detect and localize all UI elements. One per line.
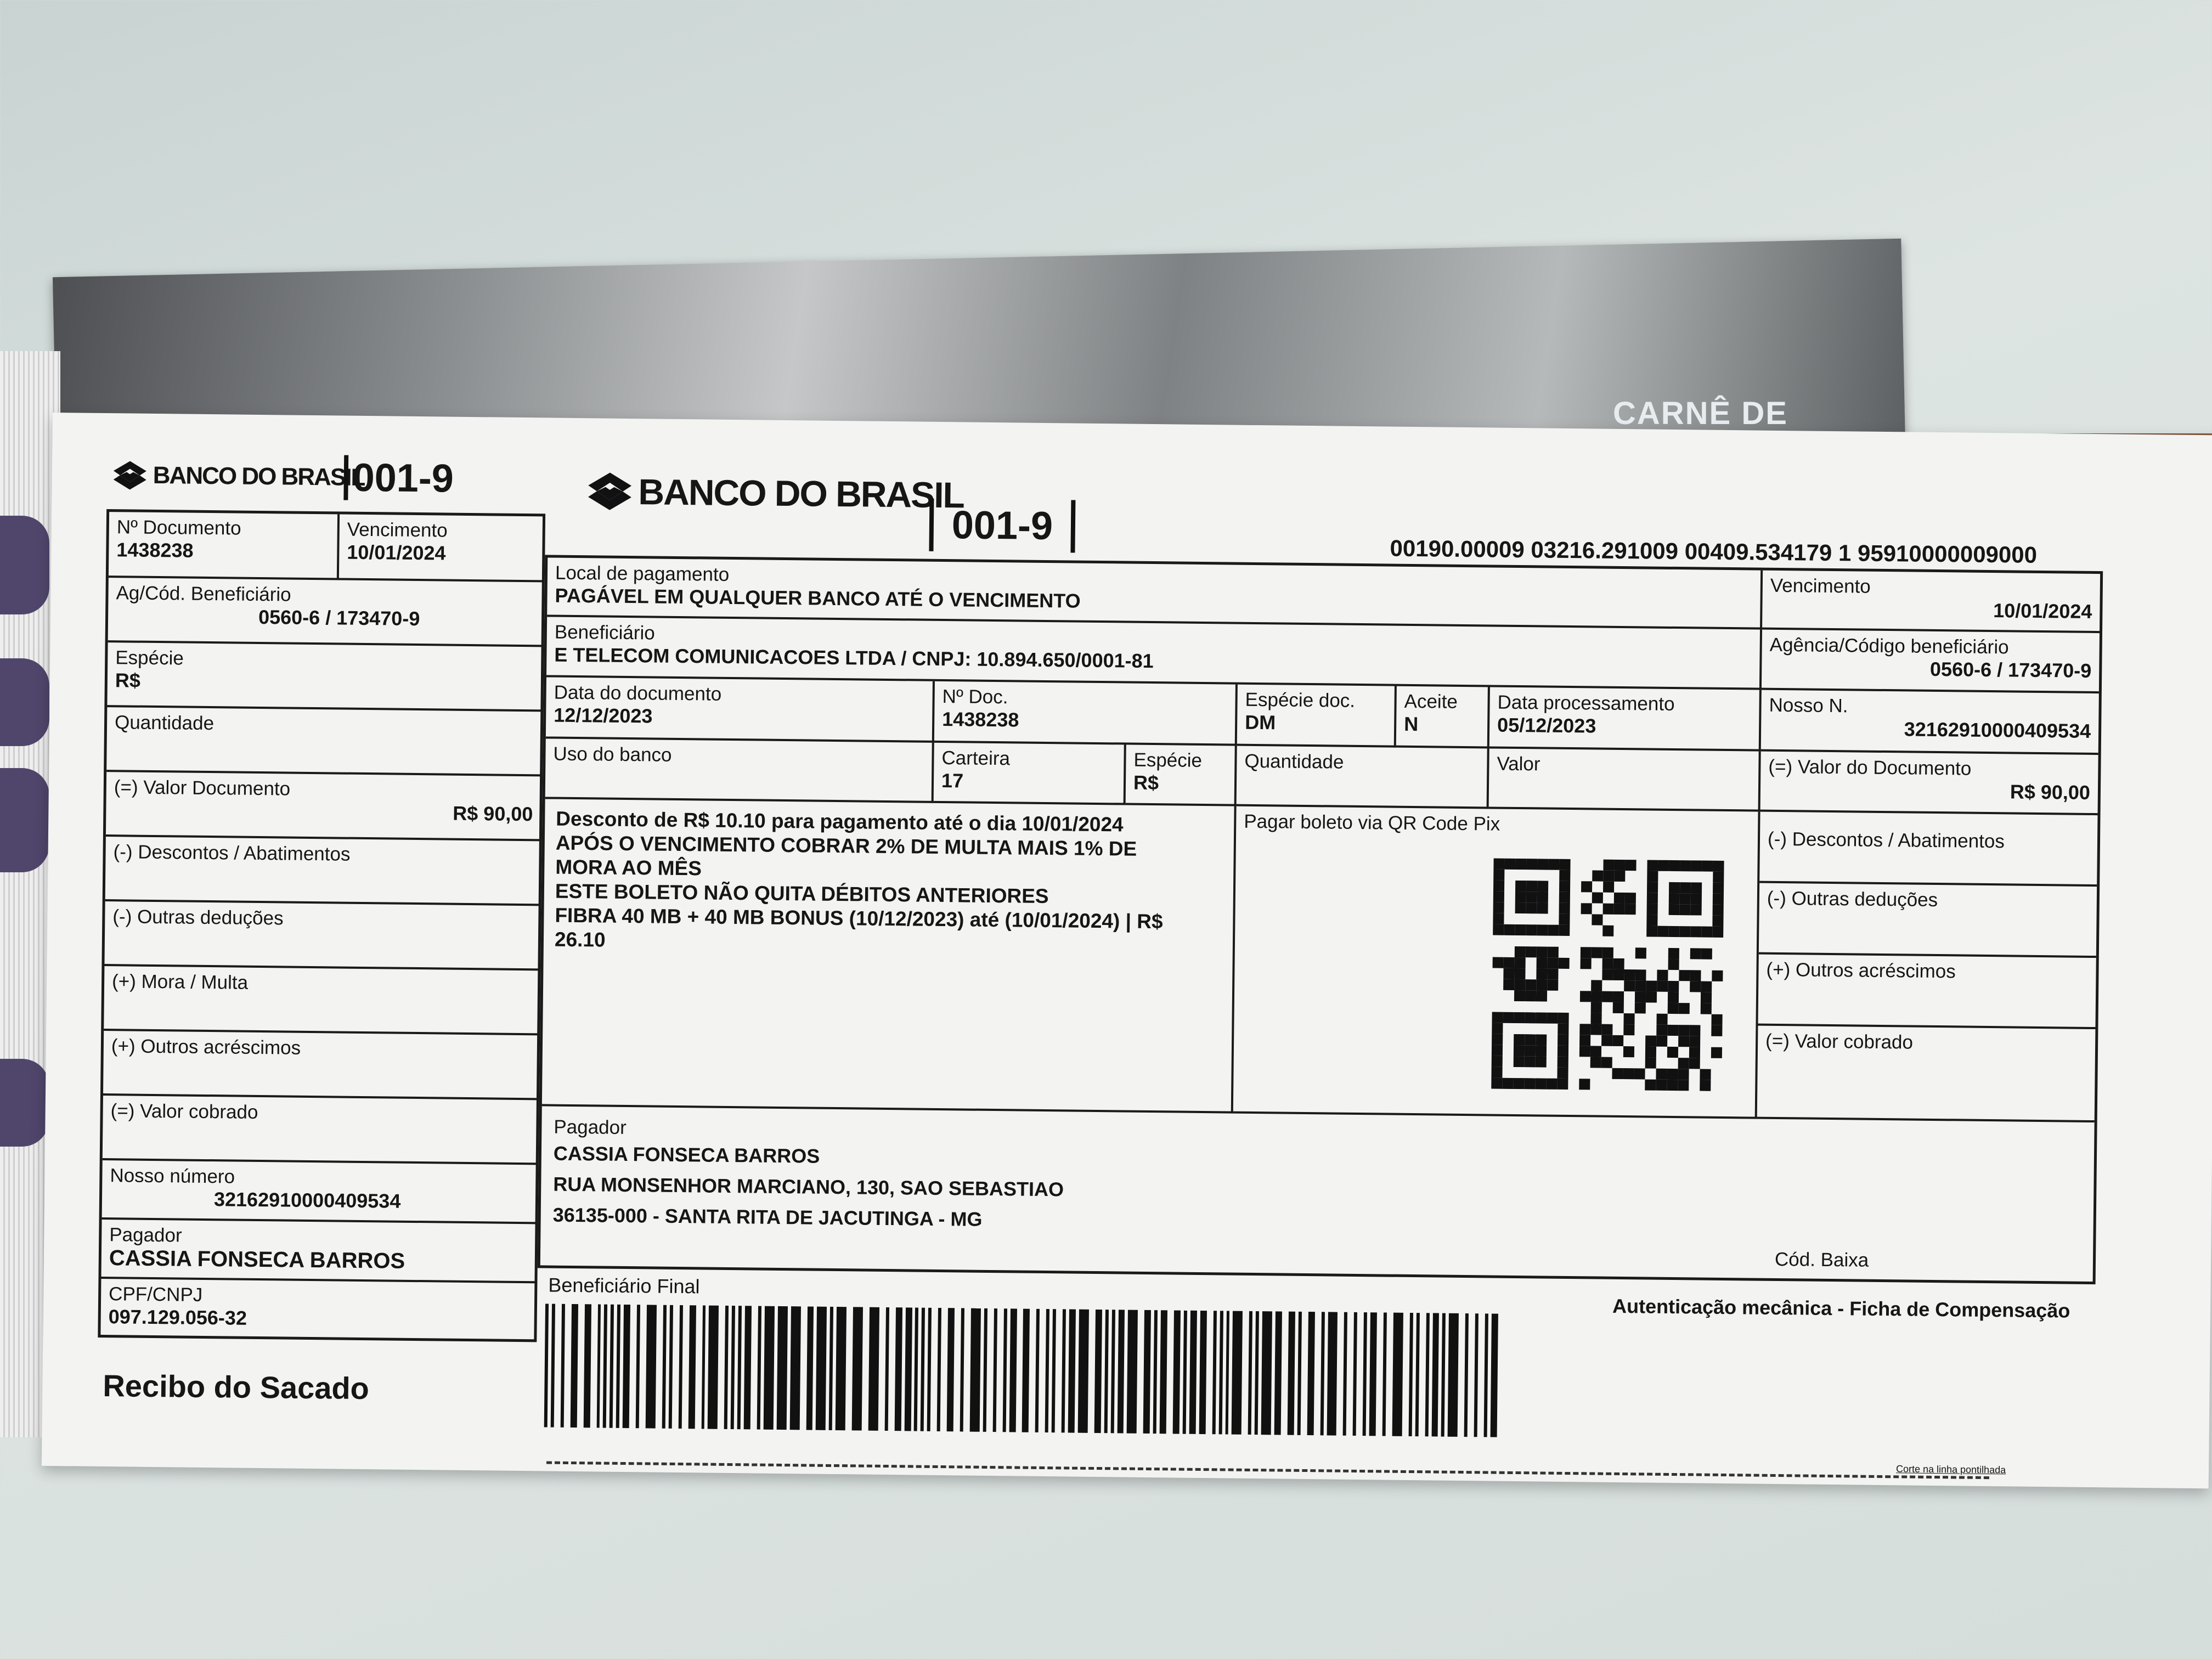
- bank-use-cell: [545, 738, 934, 803]
- doc-value-label: (=) Valor do Documento: [1768, 755, 1972, 780]
- receipt-cpf-label: CPF/CNPJ: [108, 1283, 203, 1306]
- quantity-cell: [1237, 746, 1489, 809]
- doc-value-cell: [1760, 752, 2098, 815]
- receipt-payer-label: Pagador: [109, 1224, 182, 1246]
- additions-cell: [1758, 955, 2096, 1029]
- receipt-form: [98, 509, 545, 1342]
- beneficiary-label: Beneficiário: [554, 621, 655, 644]
- due-label: Vencimento: [1770, 574, 1871, 597]
- doc-species: DM: [1244, 710, 1276, 734]
- receipt-doc-value-label: (=) Valor Documento: [114, 776, 291, 800]
- receipt-payer: CASSIA FONSECA BARROS: [109, 1246, 405, 1273]
- wallet: 17: [941, 769, 964, 792]
- doc-date-label: Data do documento: [554, 681, 722, 705]
- payment-barcode[interactable]: [544, 1304, 1505, 1437]
- receipt-doc-number: 1438238: [116, 538, 194, 562]
- doc-species-label: Espécie doc.: [1245, 689, 1356, 712]
- receipt-quantity-cell: [106, 707, 541, 776]
- digitable-line: 00190.00009 03216.291009 00409.534179 1 95910000009000: [1390, 535, 2038, 568]
- bb-logo-icon: [586, 471, 633, 512]
- receipt-our-number-label: Nosso número: [110, 1165, 235, 1188]
- wallet-label: Carteira: [941, 747, 1011, 770]
- discounts-label: (-) Descontos / Abatimentos: [1767, 828, 2005, 853]
- charged-label: (=) Valor cobrado: [1765, 1030, 1914, 1053]
- final-beneficiary-label: Beneficiário Final: [548, 1273, 700, 1298]
- carne-cover-label: CARNÊ DE: [1613, 396, 1788, 431]
- auth-label: Autenticação mecânica - Ficha de Compensação: [1612, 1294, 2070, 1322]
- quantity-label: Quantidade: [1244, 750, 1344, 773]
- receipt-cpf-cell: [100, 1279, 535, 1340]
- our-number-label: Nosso N.: [1769, 694, 1848, 717]
- doc-date: 12/12/2023: [554, 703, 653, 727]
- due-date: 10/01/2024: [1993, 599, 2092, 623]
- additions-label: (+) Outros acréscimos: [1766, 958, 1956, 983]
- receipt-charged-cell: [103, 1096, 538, 1165]
- accept-cell: [1396, 686, 1490, 749]
- doc-no-cell: [934, 681, 1238, 746]
- value-cell: [1489, 748, 1761, 811]
- instructions-cell: [542, 799, 1237, 1113]
- cut-line: [546, 1462, 1989, 1480]
- receipt-doc-value: R$ 90,00: [453, 802, 533, 826]
- our-number: 32162910000409534: [1904, 718, 2091, 742]
- receipt-additions-cell: [103, 1031, 538, 1100]
- receipt-due-cell: [339, 514, 544, 582]
- receipt-quantity-label: Quantidade: [114, 712, 215, 735]
- slip-bank-logo: [586, 470, 964, 516]
- receipt-discounts-label: (-) Descontos / Abatimentos: [113, 841, 351, 865]
- instruction-line: APÓS O VENCIMENTO COBRAR 2% DE MULTA MAIS 1% DE: [555, 831, 1137, 860]
- receipt-deductions-label: (-) Outras deduções: [112, 906, 284, 929]
- receipt-doc-value-cell: [106, 772, 541, 841]
- discounts-cell: [1759, 812, 2097, 887]
- boleto-page: [42, 413, 2212, 1488]
- payer-city: 36135-000 - SANTA RITA DE JACUTINGA - MG: [552, 1203, 983, 1231]
- receipt-charged-label: (=) Valor cobrado: [110, 1100, 258, 1123]
- receipt-our-number-cell: [102, 1160, 537, 1224]
- receipt-payer-cell: [101, 1220, 536, 1283]
- beneficiary: E TELECOM COMUNICACOES LTDA / CNPJ: 10.894.650/0001-81: [554, 643, 1154, 673]
- accept: N: [1403, 712, 1419, 736]
- accept-label: Aceite: [1404, 690, 1458, 713]
- deductions-cell: [1759, 883, 2097, 958]
- receipt-deductions-cell: [104, 901, 539, 970]
- receipt-doc-number-cell: [109, 512, 340, 580]
- receipt-bank-name: BANCO DO BRASIL: [153, 461, 365, 491]
- cut-label: Corte na linha pontilhada: [1895, 1463, 2006, 1476]
- charged-cell: [1757, 1026, 2096, 1122]
- pix-qr-code[interactable]: [1491, 859, 1724, 1091]
- receipt-discounts-cell: [105, 837, 540, 906]
- receipt-agency: 0560-6 / 173470-9: [258, 605, 420, 630]
- instruction-line: MORA AO MÊS: [555, 855, 702, 880]
- our-number-cell: [1761, 690, 2099, 755]
- payment-place: PAGÁVEL EM QUALQUER BANCO ATÉ O VENCIMENTO: [555, 584, 1081, 612]
- doc-no-label: Nº Doc.: [942, 686, 1008, 708]
- payer-name: CASSIA FONSECA BARROS: [553, 1142, 820, 1167]
- currency-label: Espécie: [1133, 749, 1203, 771]
- doc-value: R$ 90,00: [2010, 780, 2091, 804]
- slip-form: [538, 555, 2103, 1284]
- receipt-bank-code: 001-9: [343, 455, 458, 501]
- instruction-line: FIBRA 40 MB + 40 MB BONUS (10/12/2023) até (10/01/2024) | R$: [555, 904, 1163, 933]
- instruction-line: 26.10: [554, 928, 606, 951]
- due-cell: [1762, 571, 2100, 633]
- receipt-fine-cell: [104, 966, 539, 1035]
- receipt-agency-label: Ag/Cód. Beneficiário: [116, 582, 291, 606]
- receipt-species-label: Espécie: [115, 647, 184, 669]
- wallet-cell: [934, 743, 1126, 805]
- receipt-due-date: 10/01/2024: [347, 540, 446, 565]
- doc-no: 1438238: [942, 708, 1019, 731]
- bank-use-label: Uso do banco: [553, 743, 672, 766]
- payment-place-label: Local de pagamento: [555, 562, 730, 585]
- slip-bank-code: 001-9: [929, 499, 1075, 553]
- receipt-due-label: Vencimento: [347, 518, 448, 541]
- payer-label: Pagador: [554, 1116, 627, 1139]
- payer-address: RUA MONSENHOR MARCIANO, 130, SAO SEBASTIAO: [553, 1172, 1064, 1201]
- processing-date-cell: [1489, 687, 1762, 751]
- qr-label: Pagar boleto via QR Code Pix: [1244, 810, 1500, 835]
- agency-cell: [1762, 630, 2100, 693]
- processing-date-label: Data processamento: [1497, 691, 1675, 715]
- receipt-fine-label: (+) Mora / Multa: [111, 970, 249, 994]
- receipt-species-cell: [107, 642, 542, 712]
- receipt-cpf: 097.129.056-32: [108, 1305, 247, 1329]
- currency: R$: [1133, 771, 1159, 794]
- receipt-doc-number-label: Nº Documento: [116, 516, 241, 539]
- receipt-title: Recibo do Sacado: [103, 1368, 370, 1406]
- receipt-our-number: 32162910000409534: [213, 1188, 401, 1212]
- value-label: Valor: [1497, 753, 1541, 775]
- receipt-additions-label: (+) Outros acréscimos: [111, 1035, 301, 1059]
- agency-label: Agência/Código beneficiário: [1769, 634, 2009, 658]
- processing-date: 05/12/2023: [1497, 713, 1596, 737]
- bb-logo-icon: [112, 460, 148, 491]
- deductions-label: (-) Outras deduções: [1767, 887, 1938, 911]
- slip-bank-name: BANCO DO BRASIL: [638, 471, 964, 516]
- receipt-species: R$: [115, 669, 141, 692]
- instruction-line: ESTE BOLETO NÃO QUITA DÉBITOS ANTERIORES: [555, 879, 1049, 908]
- currency-cell: [1126, 745, 1237, 806]
- agency: 0560-6 / 173470-9: [1929, 657, 2092, 682]
- doc-species-cell: [1237, 685, 1397, 748]
- doc-date-cell: [546, 677, 935, 742]
- receipt-agency-cell: [108, 578, 543, 647]
- instruction-line: Desconto de R$ 10.10 para pagamento até o dia 10/01/2024: [556, 807, 1124, 836]
- qr-cell: [1233, 806, 1760, 1119]
- cod-baixa-label: Cód. Baixa: [1774, 1248, 1869, 1271]
- payer-cell: [540, 1106, 2095, 1282]
- receipt-bank-logo: [112, 460, 365, 493]
